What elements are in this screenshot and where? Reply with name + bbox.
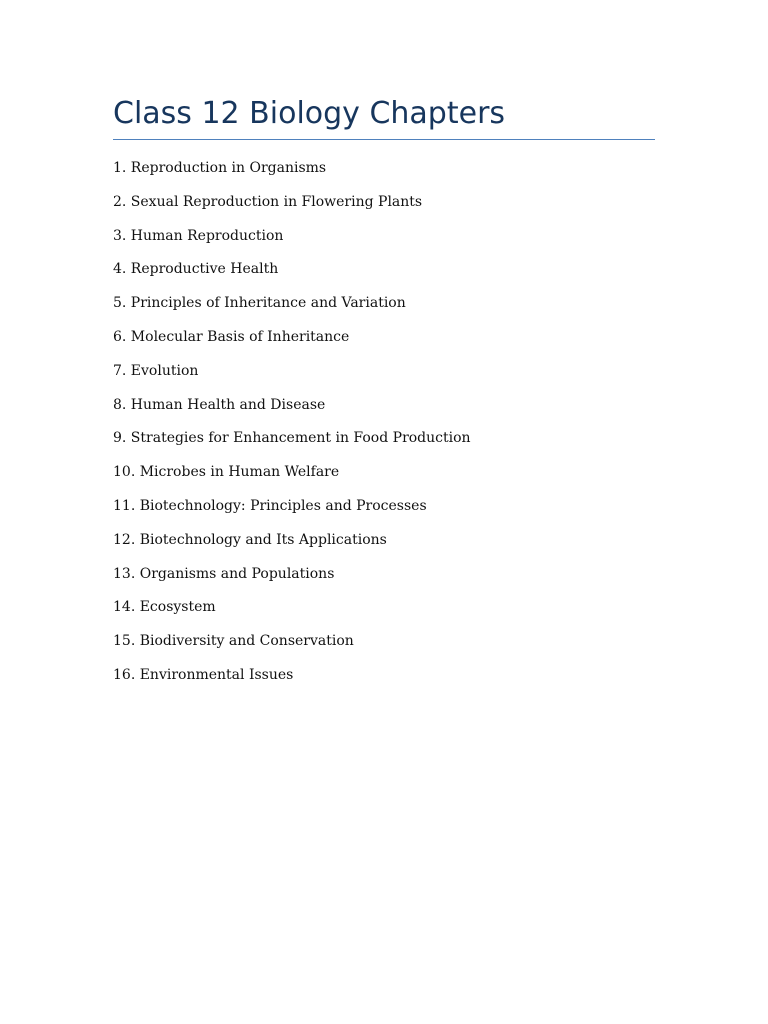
- page-title: Class 12 Biology Chapters: [113, 96, 506, 131]
- chapter-item: 10. Microbes in Human Welfare: [113, 464, 340, 481]
- chapter-item: 2. Sexual Reproduction in Flowering Plants: [113, 193, 423, 210]
- chapter-item: 12. Biotechnology and Its Applications: [113, 531, 387, 548]
- chapter-item: 7. Evolution: [113, 362, 199, 379]
- chapter-item: 16. Environmental Issues: [113, 666, 294, 683]
- chapter-item: 6. Molecular Basis of Inheritance: [113, 328, 350, 345]
- chapter-item: 9. Strategies for Enhancement in Food Production: [113, 430, 471, 447]
- chapter-item: 15. Biodiversity and Conservation: [113, 633, 354, 650]
- title-underline-divider: [113, 139, 655, 140]
- chapter-item: 8. Human Health and Disease: [113, 396, 326, 413]
- chapter-item: 11. Biotechnology: Principles and Processes: [113, 497, 427, 514]
- chapter-item: 13. Organisms and Populations: [113, 565, 335, 582]
- chapter-list: [113, 158, 471, 699]
- chapter-item: 14. Ecosystem: [113, 599, 216, 616]
- chapter-item: 3. Human Reproduction: [113, 227, 284, 244]
- chapter-item: 4. Reproductive Health: [113, 261, 279, 278]
- chapter-item: 1. Reproduction in Organisms: [113, 160, 327, 176]
- chapter-item: 5. Principles of Inheritance and Variation: [113, 295, 406, 312]
